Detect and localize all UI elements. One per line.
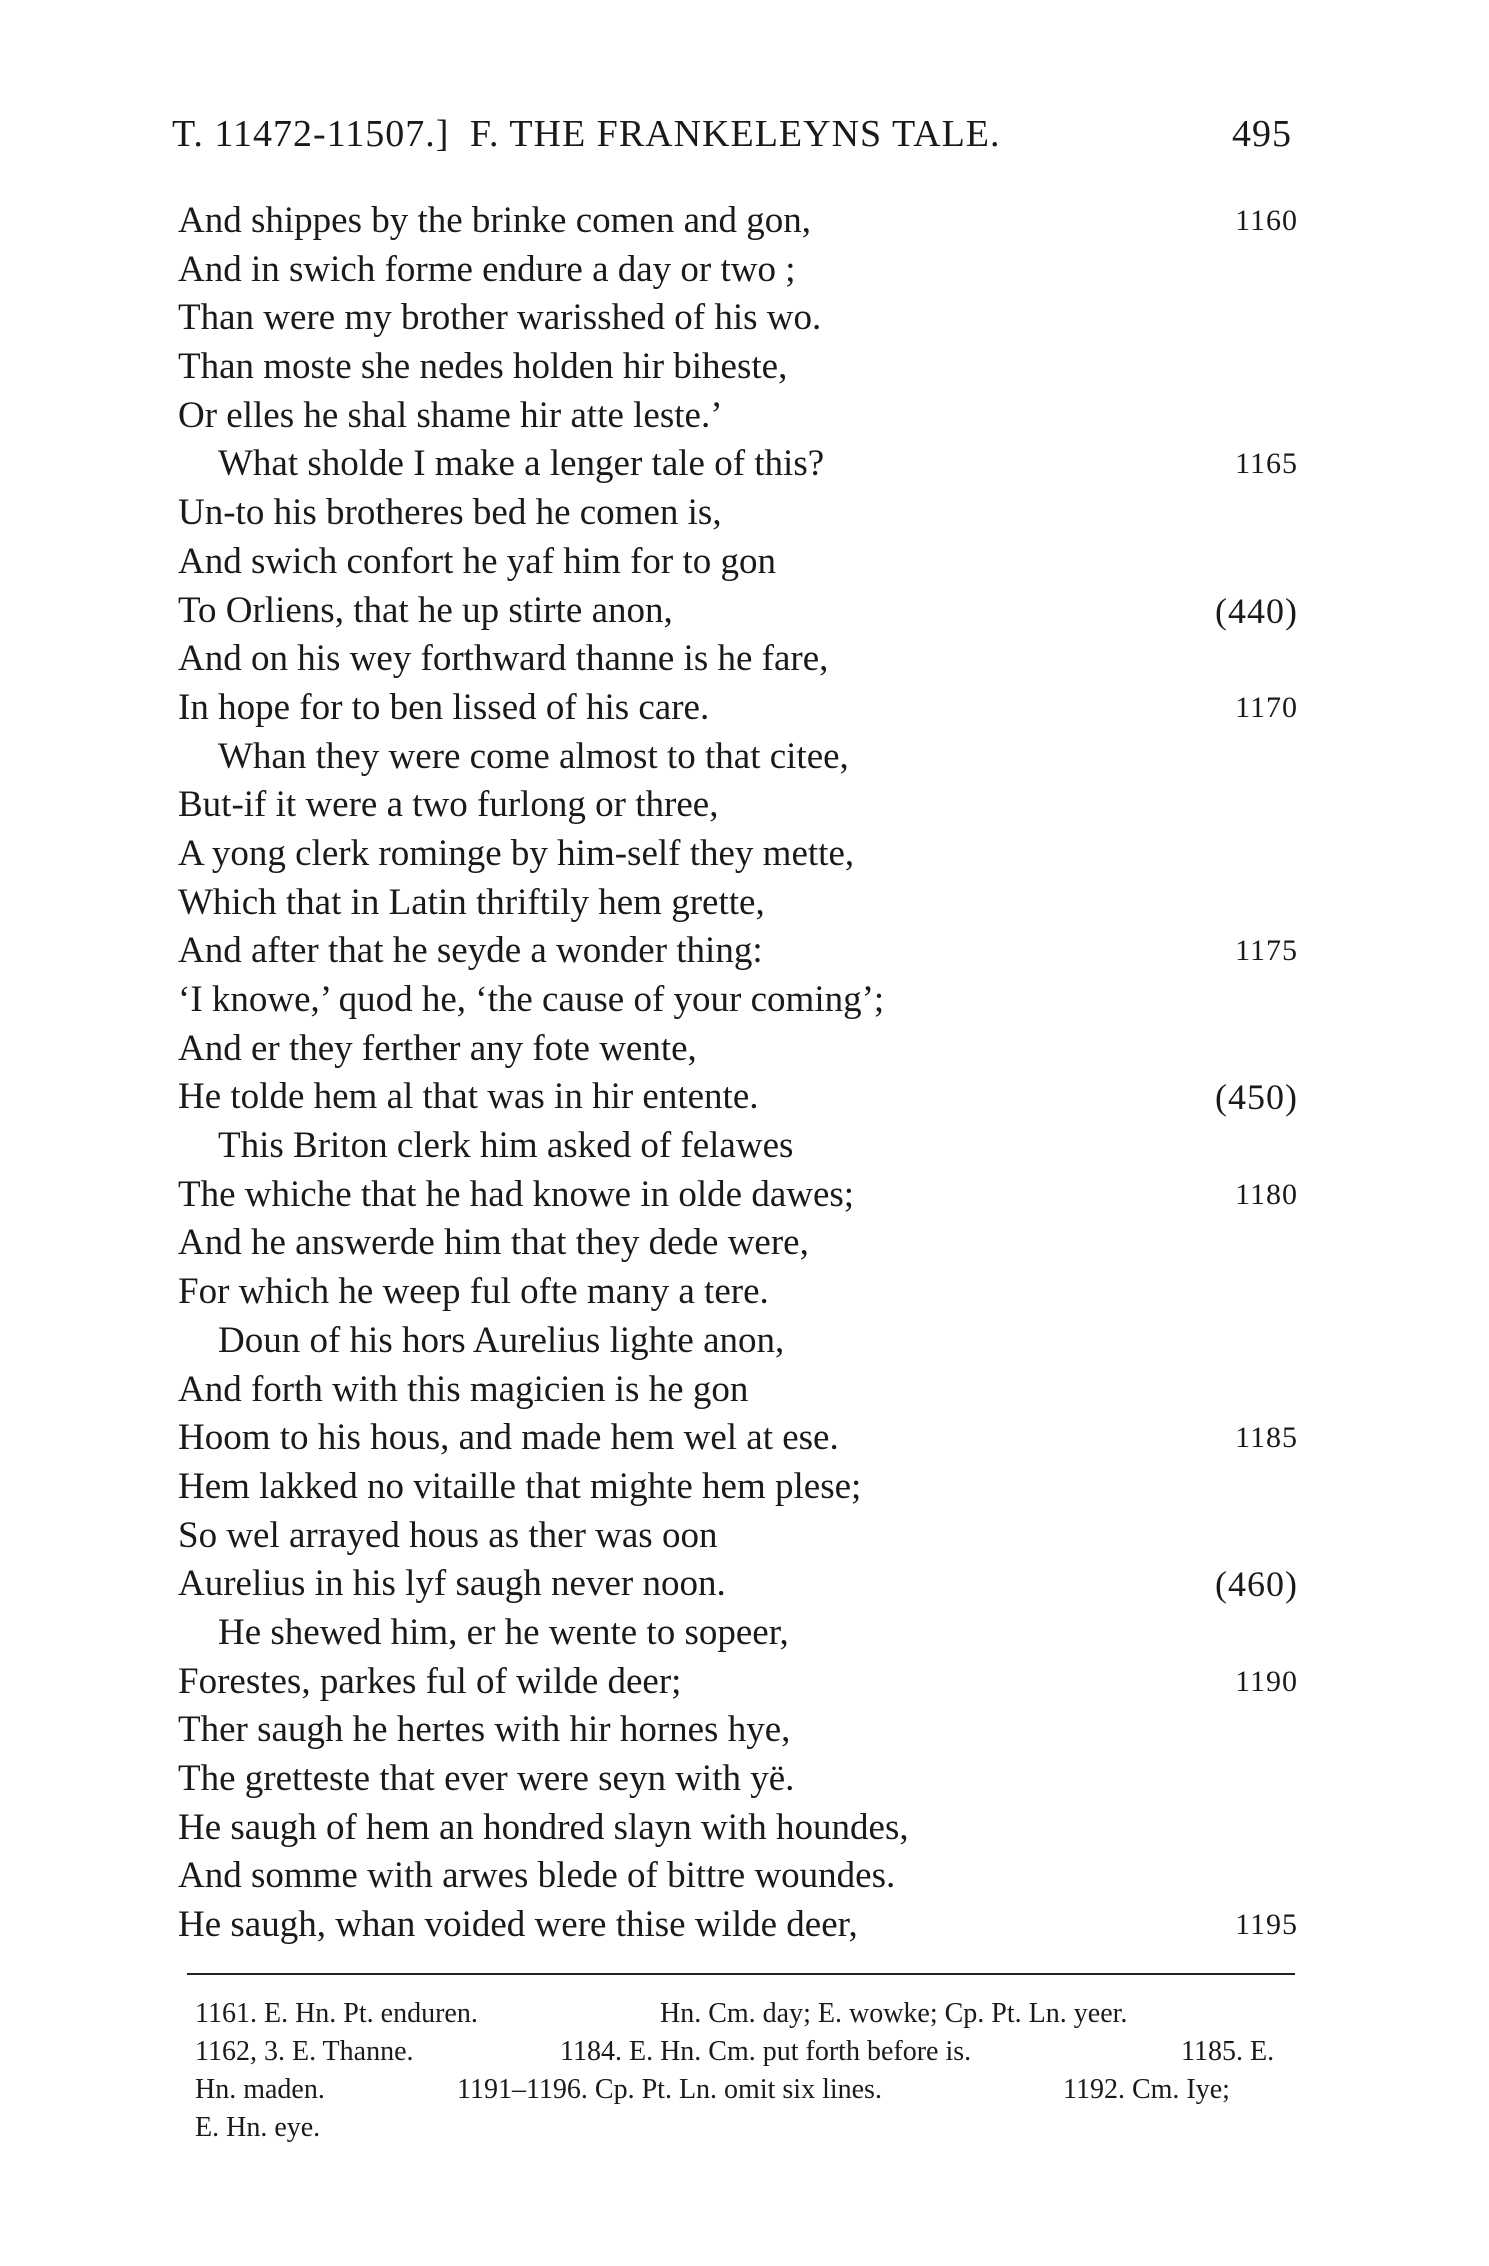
verse-text: And in swich forme endure a day or two ; [178,248,796,290]
verse-text: Which that in Latin thriftily hem grette, [178,881,765,923]
verse-text: Hoom to his hous, and made hem wel at ese. [178,1417,839,1459]
footnote: 1191–1196. Cp. Pt. Ln. omit six lines. [457,2074,882,2105]
line-number: 1185 [1235,1421,1298,1455]
footnote: 1185. E. [1181,2036,1275,2067]
verse-line [178,1122,1298,1171]
verse-text: He tolde hem al that was in hir entente. [178,1076,759,1118]
verse-line [178,343,1298,392]
line-number: 1180 [1235,1177,1298,1211]
footnote: Hn. maden. [195,2074,325,2105]
verse-text: Ther saugh he hertes with hir hornes hye, [178,1709,791,1751]
verse-line [178,976,1298,1025]
verse-text: And swich confort he yaf him for to gon [178,540,777,582]
verse-block [178,197,1298,1950]
line-number: 1175 [1235,934,1298,968]
verse-text: And forth with this magicien is he gon [178,1368,749,1410]
verse-text: Than moste she nedes holden hir biheste, [178,346,788,388]
line-range: T. 11472-11507.] [172,113,450,155]
verse-line [178,1755,1298,1804]
line-number: 1195 [1235,1908,1298,1942]
verse-text: The whiche that he had knowe in olde dawes; [178,1173,855,1215]
verse-line [178,1171,1298,1220]
line-number: 1160 [1235,204,1298,237]
verse-line [178,1512,1298,1561]
verse-line [178,1706,1298,1755]
verse-text: Than were my brother warisshed of his wo. [178,297,822,339]
line-number: (460) [1215,1564,1298,1605]
footnote-row [195,2033,1295,2071]
verse-text: And he answerde him that they dede were, [178,1222,809,1264]
footnote: E. Hn. eye. [195,2112,321,2143]
verse-line [178,587,1298,636]
section-letter: F. [469,113,500,155]
line-number: 1170 [1235,690,1298,724]
verse-text: And somme with arwes blede of bittre woundes. [178,1855,896,1897]
running-header [172,112,1292,172]
footnote-row [195,1995,1295,2033]
verse-line [178,830,1298,879]
footnote: 1162, 3. E. Thanne. [195,2036,414,2067]
line-number: (450) [1215,1077,1298,1118]
footnote-divider [187,1973,1295,1975]
verse-text: He saugh of hem an hondred slayn with houndes, [178,1806,909,1848]
verse-text: The gretteste that ever were seyn with yë. [178,1758,795,1799]
verse-text: And on his wey forthward thanne is he fare, [178,638,829,680]
verse-text: Forestes, parkes ful of wilde deer; [178,1660,682,1702]
line-number: 1165 [1235,447,1298,481]
verse-text: This Briton clerk him asked of felawes [218,1125,794,1167]
line-number: 1190 [1235,1664,1298,1698]
footnote: 1161. E. Hn. Pt. enduren. [195,1998,478,2029]
verse-line [178,440,1298,489]
verse-text: In hope for to ben lissed of his care. [178,686,710,728]
verse-line [178,1025,1298,1074]
verse-line [178,1414,1298,1463]
verse-text: Un-to his brotheres bed he comen is, [178,492,722,534]
verse-line [178,197,1298,246]
verse-line [178,733,1298,782]
verse-text: Aurelius in his lyf saugh never noon. [178,1563,726,1605]
verse-line [178,1463,1298,1512]
verse-line [178,684,1298,733]
footnote: Hn. Cm. day; E. wowke; Cp. Pt. Ln. yeer. [660,1998,1128,2029]
verse-text: And er they ferther any fote wente, [178,1027,697,1069]
verse-line [178,635,1298,684]
footnote: 1184. E. Hn. Cm. put forth before is. [560,2036,972,2067]
verse-line [178,879,1298,928]
verse-text: To Orliens, that he up stirte anon, [178,589,673,631]
verse-line [178,392,1298,441]
verse-line [178,538,1298,587]
verse-line [178,1366,1298,1415]
verse-line [178,1219,1298,1268]
page-number: 495 [1232,113,1292,155]
footnote-row [195,2071,1295,2109]
verse-text: ‘I knowe,’ quod he, ‘the cause of your coming’; [178,979,885,1020]
verse-line [178,1268,1298,1317]
verse-text: Doun of his hors Aurelius lighte anon, [218,1319,785,1361]
verse-text: What sholde I make a lenger tale of this? [218,443,825,485]
verse-line [178,1073,1298,1122]
page-title: THE FRANKELEYNS TALE. [509,113,1001,155]
verse-line [178,1317,1298,1366]
verse-line [178,489,1298,538]
verse-line [178,781,1298,830]
footnotes [195,1995,1295,2147]
verse-text: He shewed him, er he wente to sopeer, [218,1611,789,1653]
verse-text: Or elles he shal shame hir atte leste.’ [178,394,723,436]
verse-line [178,927,1298,976]
verse-text: And after that he seyde a wonder thing: [178,930,763,972]
verse-line [178,1804,1298,1853]
verse-line [178,1560,1298,1609]
verse-line [178,1658,1298,1707]
verse-text: So wel arrayed hous as ther was oon [178,1514,718,1556]
verse-line [178,1901,1298,1950]
verse-text: A yong clerk rominge by him-self they mette, [178,832,855,874]
verse-line [178,1852,1298,1901]
verse-text: He saugh, whan voided were thise wilde deer, [178,1904,858,1946]
verse-line [178,1609,1298,1658]
verse-text: Hem lakked no vitaille that mighte hem plese; [178,1465,862,1507]
verse-text: Whan they were come almost to that citee, [218,735,849,777]
verse-line [178,246,1298,295]
line-number: (440) [1215,590,1298,631]
verse-text: And shippes by the brinke comen and gon, [178,200,811,241]
verse-text: For which he weep ful ofte many a tere. [178,1271,769,1313]
footnote-row [195,2109,1295,2147]
verse-text: But-if it were a two furlong or three, [178,784,719,826]
footnote: 1192. Cm. Iye; [1063,2074,1230,2105]
verse-line [178,294,1298,343]
